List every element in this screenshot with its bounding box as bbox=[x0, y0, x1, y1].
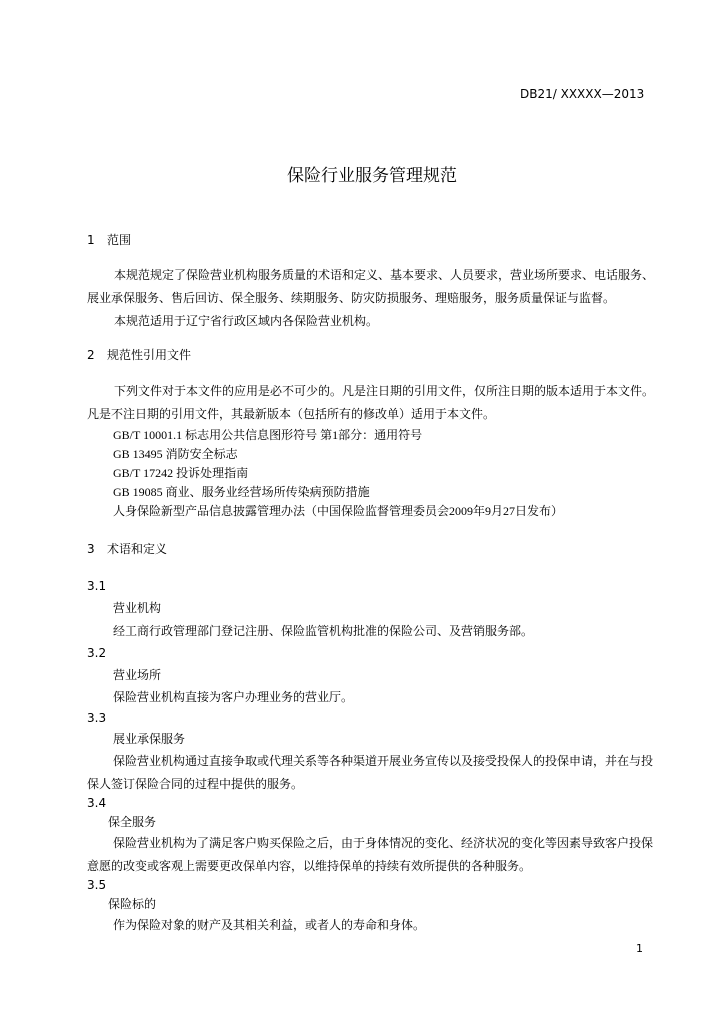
definition: 保险营业机构通过直接争取或代理关系等各种渠道开展业务宣传以及接受投保人的投保申请，并在与投保人签订保险合同的过程中提供的服务。 bbox=[87, 754, 654, 791]
term: 展业承保服务 bbox=[113, 732, 186, 746]
page-number: 1 bbox=[636, 942, 643, 955]
paragraph: 下列文件对于本文件的应用是必不可少的。凡是注日期的引用文件，仅所注日期的版本适用于本文件。凡是不注日期的引用文件，其最新版本（包括所有的修改单）适用于本文件。 bbox=[87, 384, 655, 421]
section-number: 3 bbox=[87, 542, 95, 556]
definition: 保险营业机构为了满足客户购买保险之后，由于身体情况的变化、经济状况的变化等因素导致客户投保意愿的改变或客观上需要更改保单内容，以维持保单的持续有效所提供的各种服务。 bbox=[87, 836, 654, 873]
section-number: 2 bbox=[87, 348, 95, 362]
reference-item: GB/T 10001.1 标志用公共信息图形符号 第1部分：通用符号 bbox=[113, 428, 423, 442]
section-heading: 范围 bbox=[107, 233, 132, 247]
reference-item: GB 13495 消防安全标志 bbox=[113, 447, 238, 461]
clause-number: 3.5 bbox=[87, 878, 107, 892]
reference-item: 人身保险新型产品信息披露管理办法（中国保险监督管理委员会2009年9月27日发布） bbox=[113, 504, 564, 518]
paragraph: 本规范适用于辽宁省行政区域内各保险营业机构。 bbox=[114, 314, 379, 328]
clause-number: 3.4 bbox=[87, 796, 107, 810]
section-number: 1 bbox=[87, 233, 95, 247]
page-title: 保险行业服务管理规范 bbox=[287, 166, 457, 186]
standard-code: DB21/ XXXXX—2013 bbox=[520, 87, 645, 101]
section-heading: 规范性引用文件 bbox=[107, 348, 192, 362]
clause-number: 3.3 bbox=[87, 711, 107, 725]
term: 保险标的 bbox=[108, 897, 157, 911]
clause-number: 3.1 bbox=[87, 579, 107, 593]
section-heading: 术语和定义 bbox=[107, 542, 168, 556]
reference-item: GB/T 17242 投诉处理指南 bbox=[113, 466, 249, 480]
paragraph: 本规范规定了保险营业机构服务质量的术语和定义、基本要求、人员要求，营业场所要求、电话服务、展业承保服务、售后回访、保全服务、续期服务、防灾防损服务、理赔服务，服务质量保证与监督。 bbox=[87, 268, 655, 305]
term: 保全服务 bbox=[108, 815, 157, 829]
definition: 作为保险对象的财产及其相关利益，或者人的寿命和身体。 bbox=[113, 918, 426, 932]
definition: 保险营业机构直接为客户办理业务的营业厅。 bbox=[113, 690, 354, 704]
reference-item: GB 19085 商业、服务业经营场所传染病预防措施 bbox=[113, 485, 370, 499]
term: 营业机构 bbox=[113, 601, 162, 615]
term: 营业场所 bbox=[113, 668, 162, 682]
definition: 经工商行政管理部门登记注册、保险监管机构批准的保险公司、及营销服务部。 bbox=[113, 624, 534, 638]
clause-number: 3.2 bbox=[87, 646, 107, 660]
